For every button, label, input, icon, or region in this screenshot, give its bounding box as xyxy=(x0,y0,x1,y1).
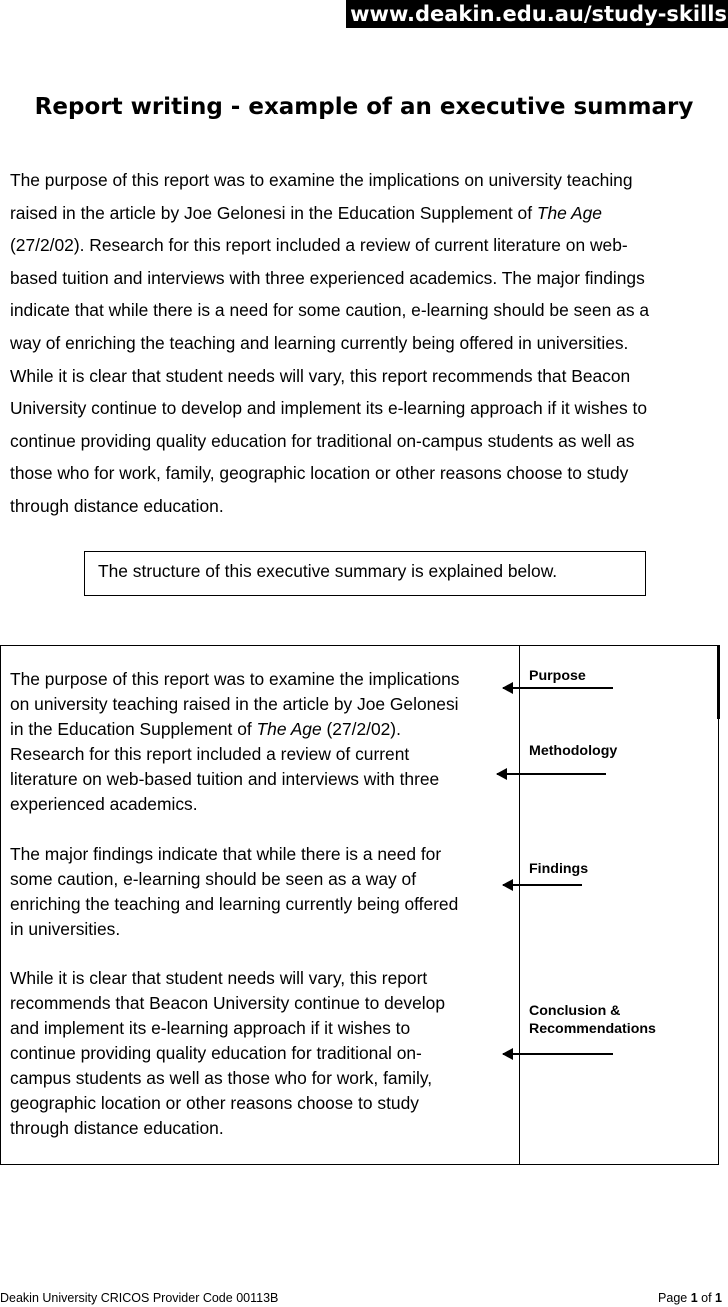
intro-line: based tuition and interviews with three experienced academics. The major findings xyxy=(10,267,645,288)
body-line: on university teaching raised in the article by Joe Gelonesi xyxy=(10,694,459,714)
label-findings: Findings xyxy=(529,861,589,877)
intro-line: those who for work, family, geographic location or other reasons choose to study xyxy=(10,463,629,484)
body-line: some caution, e-learning should be seen as a way of xyxy=(10,869,417,889)
label-purpose: Purpose xyxy=(529,668,586,684)
body-line-text: in the Education Supplement of xyxy=(10,719,257,739)
conclusion-block xyxy=(10,966,510,1141)
intro-line: The purpose of this report was to examine the implications on university teaching xyxy=(10,170,633,190)
body-line: recommends that Beacon University continue to develop xyxy=(10,993,446,1013)
page-prefix: Page xyxy=(658,1291,691,1305)
label-conclusion xyxy=(529,1002,656,1038)
body-line xyxy=(10,717,510,742)
body-line: experienced academics. xyxy=(10,794,198,814)
table-column-divider xyxy=(519,645,520,1165)
intro-line: continue providing quality education for traditional on-campus students as well as xyxy=(10,430,635,451)
findings-block xyxy=(10,842,510,942)
body-line: and implement its e-learning approach if it wishes to xyxy=(10,1018,411,1038)
label-methodology: Methodology xyxy=(529,743,618,759)
arrow-left-icon xyxy=(503,687,613,689)
body-line: in universities. xyxy=(10,919,121,939)
header-url: www.deakin.edu.au/study-skills xyxy=(346,0,728,28)
purpose-methodology-block xyxy=(10,667,510,817)
page-total: 1 xyxy=(715,1291,722,1305)
body-line: The major findings indicate that while there is a need for xyxy=(10,844,442,864)
arrow-left-icon xyxy=(503,884,582,886)
page-current: 1 xyxy=(690,1291,698,1305)
structure-note-box: The structure of this executive summary is explained below. xyxy=(84,551,646,596)
label-conclusion-line: Recommendations xyxy=(529,1021,656,1037)
body-line: The purpose of this report was to examine the implications xyxy=(10,669,460,689)
publication-title: The Age xyxy=(536,202,602,223)
arrow-left-icon xyxy=(497,773,606,775)
intro-line: University continue to develop and implement its e-learning approach if it wishes to xyxy=(10,398,648,419)
intro-paragraph xyxy=(10,164,720,523)
body-line: campus students as well as those who for work, family, xyxy=(10,1068,433,1088)
body-line: geographic location or other reasons choose to study xyxy=(10,1093,419,1113)
body-line: continue providing quality education for traditional on- xyxy=(10,1043,422,1063)
intro-line: While it is clear that student needs will vary, this report recommends that Beacon xyxy=(10,365,631,386)
intro-line: (27/2/02). Research for this report included a review of current literature on web- xyxy=(10,235,628,256)
body-line-text: (27/2/02). xyxy=(321,719,401,739)
intro-line: indicate that while there is a need for some caution, e-learning should be seen as a xyxy=(10,300,650,321)
page-of: of xyxy=(697,1291,716,1305)
label-conclusion-line: Conclusion & xyxy=(529,1003,621,1019)
footer-page-number xyxy=(658,1290,722,1306)
body-line: While it is clear that student needs will vary, this report xyxy=(10,968,428,988)
body-line: literature on web-based tuition and interviews with three xyxy=(10,769,440,789)
page-title: Report writing - example of an executive summary xyxy=(34,94,694,120)
publication-title: The Age xyxy=(256,719,322,739)
table-edge-mark xyxy=(717,645,720,719)
body-line: through distance education. xyxy=(10,1118,224,1138)
intro-line: through distance education. xyxy=(10,495,224,516)
body-line: Research for this report included a review of current xyxy=(10,744,410,764)
body-line: enriching the teaching and learning currently being offered xyxy=(10,894,459,914)
intro-line: way of enriching the teaching and learning currently being offered in universities. xyxy=(10,332,629,353)
intro-line-text: raised in the article by Joe Gelonesi in the Education Supplement of xyxy=(10,202,537,223)
arrow-left-icon xyxy=(503,1053,613,1055)
intro-line xyxy=(10,197,720,230)
footer-provider-code: Deakin University CRICOS Provider Code 00113B xyxy=(0,1291,279,1305)
